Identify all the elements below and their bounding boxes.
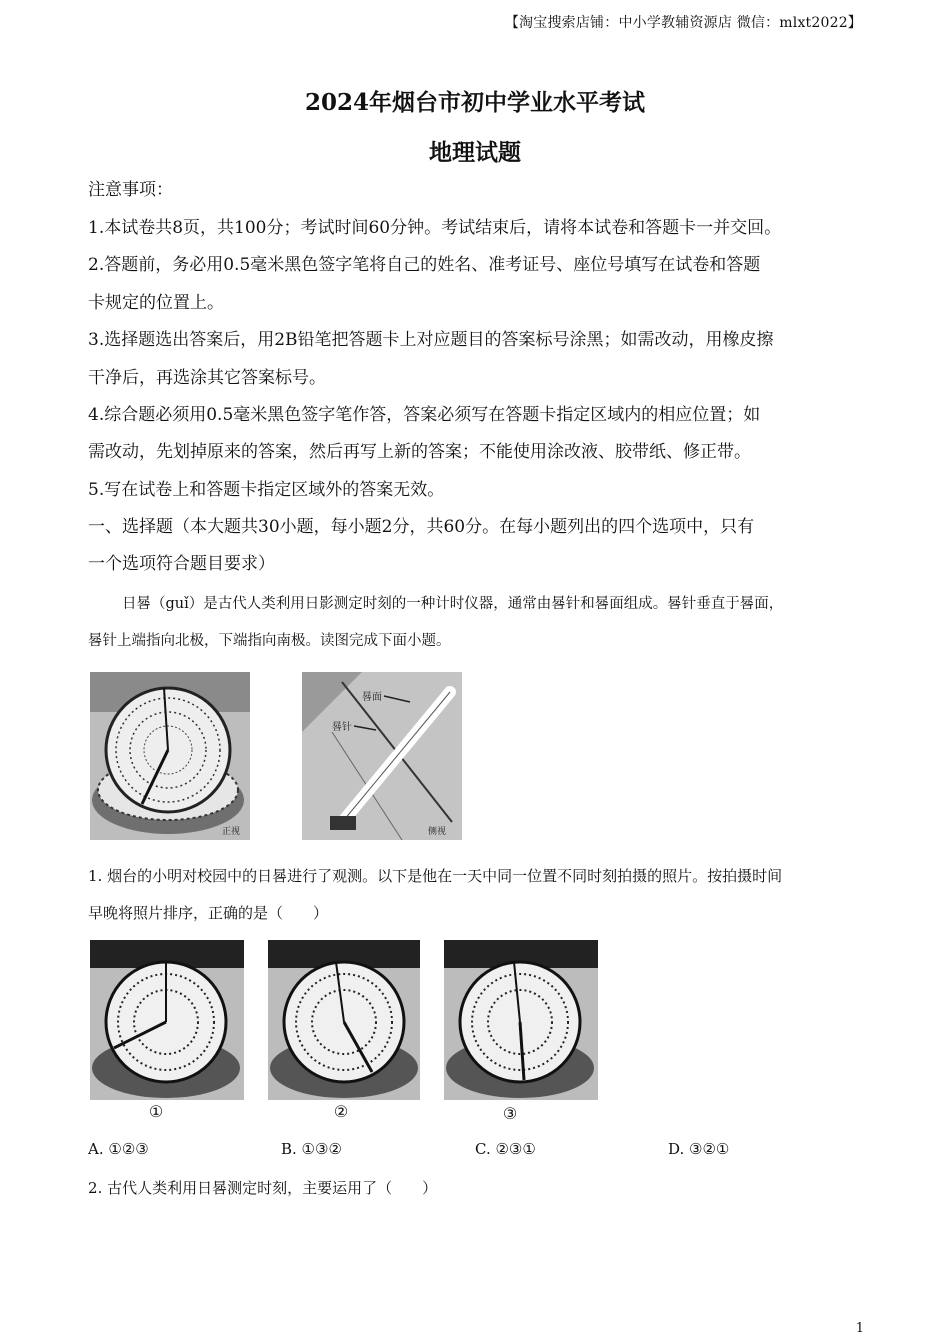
intro-line-2: 晷针上端指向北极，下端指向南极。读图完成下面小题。 <box>88 633 451 649</box>
notice-line-3: 卡规定的位置上。 <box>88 293 224 313</box>
section-heading-line-2: 一个选项符合题目要求） <box>88 554 275 574</box>
notice-line-2: 2.答题前，务必用0.5毫米黑色签字笔将自己的姓名、准考证号、座位号填写在试卷和答题 <box>88 255 761 275</box>
photo-label-2: ② <box>333 1102 349 1121</box>
notice-line-1: 1.本试卷共8页，共100分；考试时间60分钟。考试结束后，请将本试卷和答题卡一并交回。 <box>88 218 782 238</box>
notice-line-4: 3.选择题选出答案后，用2B铅笔把答题卡上对应题目的答案标号涂黑；如需改动，用橡皮擦 <box>88 330 774 350</box>
q1-line-1: 1. 烟台的小明对校园中的日晷进行了观测。以下是他在一天中同一位置不同时刻拍摄的照片。按拍摄时间 <box>88 867 783 885</box>
exam-title: 2024年烟台市初中学业水平考试 <box>304 89 645 116</box>
notice-line-6: 4.综合题必须用0.5毫米黑色签字笔作答，答案必须写在答题卡指定区域内的相应位置；如 <box>88 405 761 425</box>
sundial-front-photo <box>90 672 250 840</box>
notice-heading: 注意事项： <box>88 180 173 200</box>
exam-subtitle: 地理试题 <box>429 139 521 166</box>
notice-line-5: 干净后，再选涂其它答案标号。 <box>88 368 326 388</box>
section-heading-line-1: 一、选择题（本大题共30小题，每小题2分，共60分。在每小题列出的四个选项中，只有 <box>88 517 755 537</box>
sundial-photo-1 <box>90 940 244 1100</box>
front-view-label: 正视 <box>222 827 241 837</box>
page-number: 1 <box>855 1321 864 1336</box>
side-view-label: 侧视 <box>428 827 447 837</box>
intro-line-1: 日晷（guǐ）是古代人类利用日影测定时刻的一种计时仪器，通常由晷针和晷面组成。晷针垂直于晷面， <box>122 596 784 612</box>
notice-line-8: 5.写在试卷上和答题卡指定区域外的答案无效。 <box>88 480 445 500</box>
sundial-photo-3 <box>444 940 598 1100</box>
q1-line-2: 早晚将照片排序，正确的是（ ） <box>88 904 329 922</box>
q2-text: 2. 古代人类利用日晷测定时刻，主要运用了（ ） <box>88 1179 438 1197</box>
notice-line-7: 需改动，先划掉原来的答案，然后再写上新的答案；不能使用涂改液、胶带纸、修正带。 <box>88 442 751 462</box>
sundial-side-photo <box>302 672 462 840</box>
gnomon-label: 晷针 <box>332 722 352 733</box>
photo-label-1: ① <box>148 1102 164 1121</box>
q1-option-a[interactable]: A. ①②③ <box>88 1140 149 1158</box>
q1-option-b[interactable]: B. ①③② <box>281 1140 342 1158</box>
sundial-photo-2 <box>268 940 420 1100</box>
header-note: 【淘宝搜索店铺：中小学教辅资源店 微信：mlxt2022】 <box>504 15 862 31</box>
q1-option-c[interactable]: C. ②③① <box>475 1140 536 1158</box>
dial-face-label: 晷面 <box>362 692 382 703</box>
q1-option-d[interactable]: D. ③②① <box>668 1140 730 1158</box>
photo-label-3: ③ <box>502 1104 518 1123</box>
